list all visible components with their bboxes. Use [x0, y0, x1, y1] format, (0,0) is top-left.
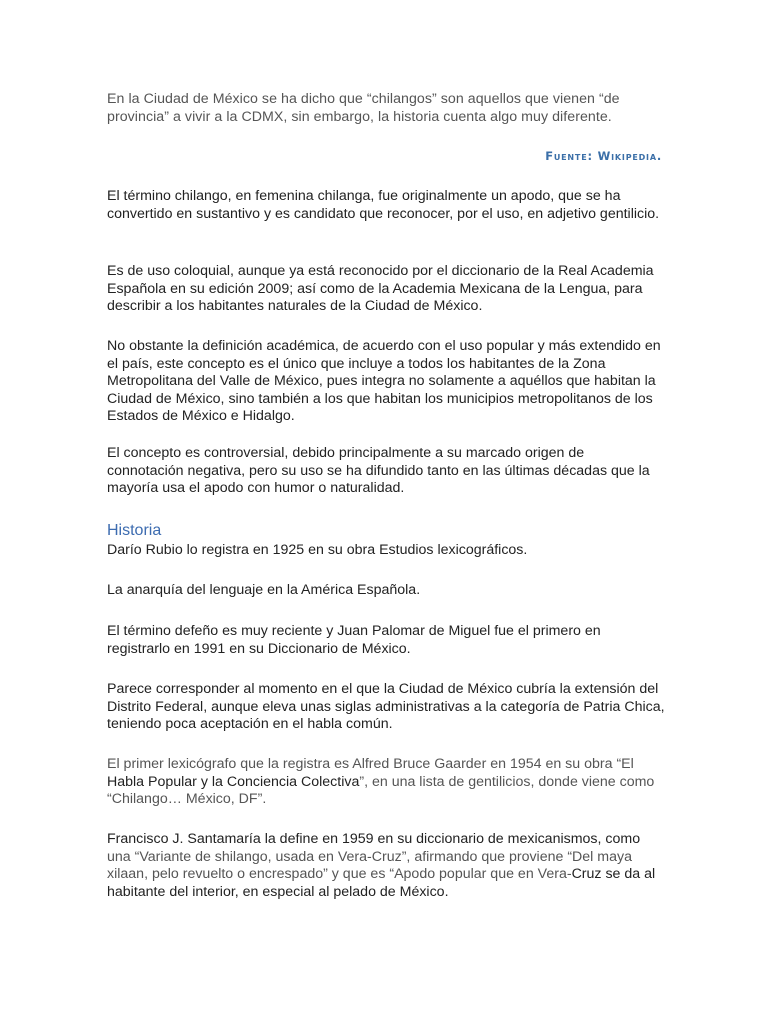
paragraph-defeno: El término defeño es muy reciente y Juan Palomar de Miguel fue el primero en registrarlo en 1991 en su Diccionario de México.: [107, 623, 601, 657]
paragraph-chilango-definition: El término chilango, en femenina chilanga, fue originalmente un apodo, que se ha convertido en sustantivo y es candidato que reconocer, por el uso, en adjetivo gentilicio.: [107, 188, 660, 222]
paragraph-dario-rubio: Darío Rubio lo registra en 1925 en su obra Estudios lexicográficos.: [107, 542, 528, 558]
santamaria-quote: una “Variante de shilango, usada en Vera-Cruz”, afirmando que proviene “Del maya xilaan, pelo revuelto o encrespado” y que es “Apodo popular que en Vera-: [107, 848, 632, 883]
paragraph-anarquia: La anarquía del lenguaje en la América Española.: [107, 582, 421, 598]
intro-paragraph: En la Ciudad de México se ha dicho que “chilangos” son aquellos que vienen “de provincia” a vivir a la CDMX, sin embargo, la historia cuenta algo muy diferente.: [107, 91, 620, 125]
santamaria-text-start: Francisco J. Santamaría la define en 1959 en su diccionario de mexicanismos, como: [107, 831, 641, 847]
paragraph-rae-recognition: Es de uso coloquial, aunque ya está reconocido por el diccionario de la Real Academia Española en su edición 2009; así como de la Academia Mexicana de la Lengua, para describir a los habitantes naturales de la Ciudad de México.: [107, 263, 654, 315]
section-heading-historia: Historia: [107, 522, 162, 539]
source-citation: Fuente: Wikipedia.: [545, 149, 662, 163]
paragraph-santamaria: [107, 831, 667, 901]
gaarder-book-title: Habla Popular y la Conciencia Colectiva: [107, 773, 360, 790]
santamaria-text-end: Cruz se da al habitante del interior, en especial al pelado de México.: [107, 866, 656, 900]
paragraph-distrito-federal: Parece corresponder al momento en el que la Ciudad de México cubría la extensión del Distrito Federal, aunque eleva unas siglas administrativas a la categoría de Patria Chica, teniendo poca aceptación en el habla común.: [107, 681, 665, 733]
gaarder-text-end: ”, en una lista de gentilicios, donde viene como “Chilango… México, DF”.: [107, 773, 655, 808]
gaarder-text-start: El primer lexicógrafo que la registra es Alfred Bruce Gaarder en 1954 en su obra “El: [107, 756, 634, 772]
paragraph-controversy: El concepto es controversial, debido principalmente a su marcado origen de connotación negativa, pero su uso se ha difundido tanto en las últimas décadas que la mayoría usa el apodo con humor o naturalidad.: [107, 445, 650, 497]
paragraph-popular-usage: No obstante la definición académica, de acuerdo con el uso popular y más extendido en el país, este concepto es el único que incluye a todos los habitantes de la Zona Metropolitana del Valle de México, pues integra no solamente a aquéllos que habitan la Ciudad de México, sino también a los que habitan los municipios metropolitanos de los Estados de México e Hidalgo.: [107, 338, 661, 425]
paragraph-gaarder: [107, 756, 667, 809]
